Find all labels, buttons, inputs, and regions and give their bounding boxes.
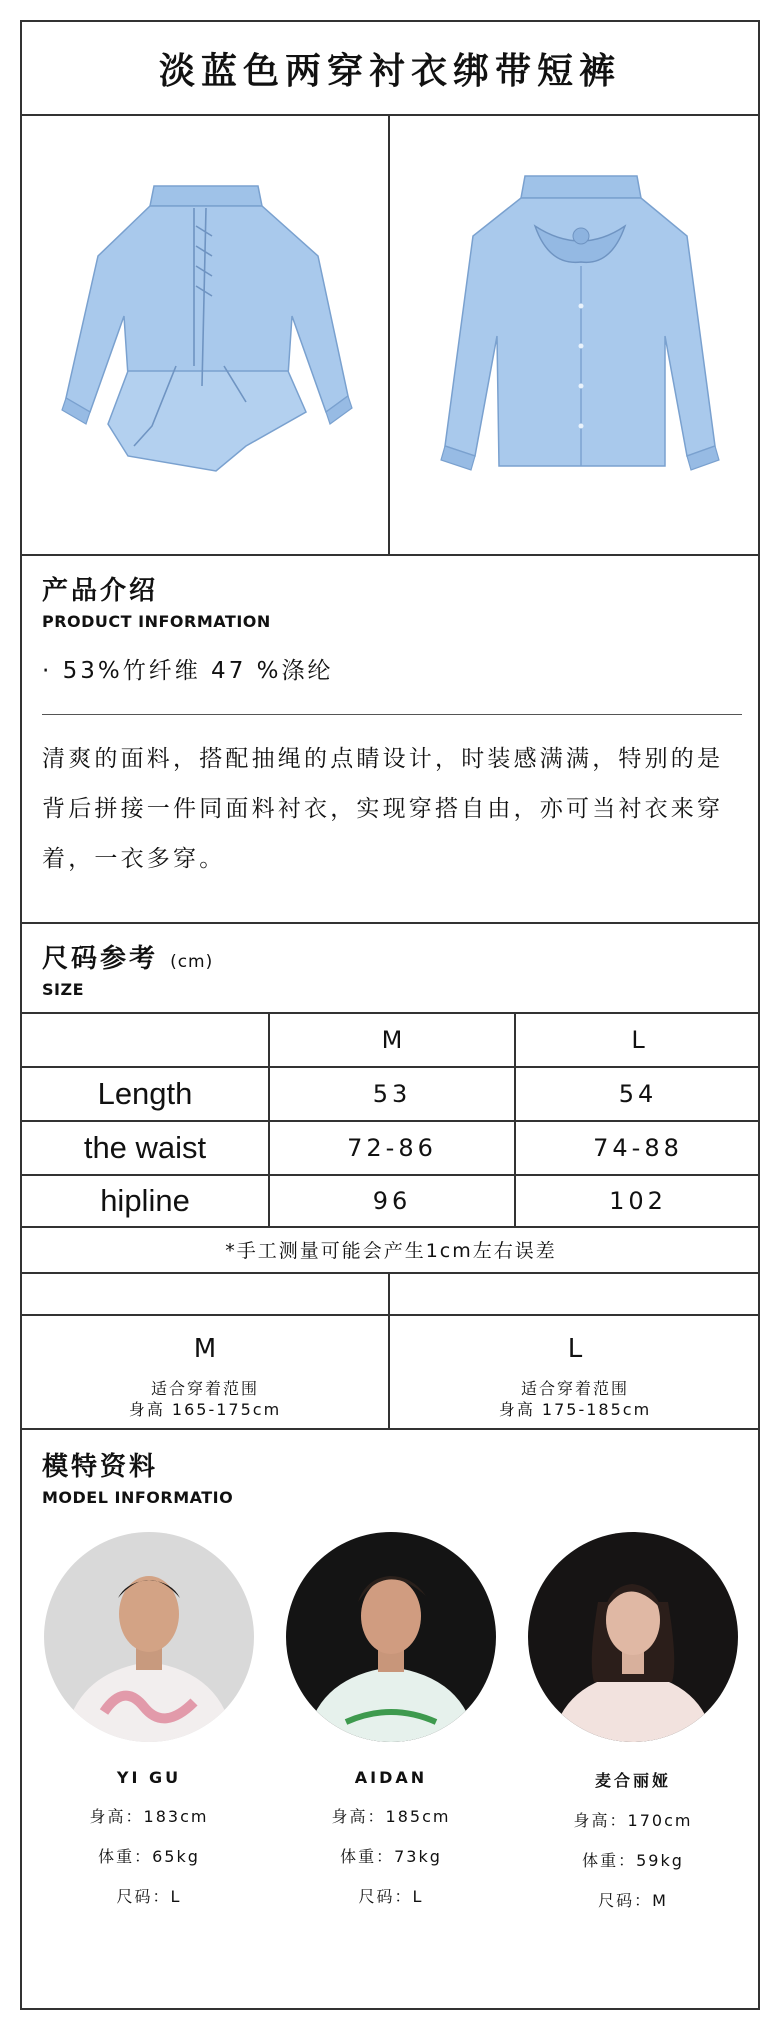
product-info-heading: 产品介绍 (42, 576, 159, 606)
model-size: 尺码：L (358, 1887, 424, 1906)
model-info-heading: 模特资料 (42, 1452, 159, 1482)
model-name: YI GU (116, 1768, 182, 1787)
divider (22, 554, 758, 556)
model-height: 身高：183cm (89, 1807, 209, 1826)
model-card (276, 1532, 506, 1907)
size-cell: 72-86 (347, 1134, 437, 1162)
fit-range-l (390, 1334, 760, 1420)
fit-size-label: M (193, 1334, 217, 1364)
size-heading: 尺码参考 (cm) (42, 944, 214, 974)
divider (22, 1314, 758, 1316)
product-info-subheading: PRODUCT INFORMATION (42, 612, 271, 631)
size-cell: 102 (609, 1187, 667, 1215)
size-col-m: M (381, 1026, 403, 1054)
fit-height-range: 身高 175-185cm (498, 1400, 652, 1419)
shirt-shorts-front-image (56, 166, 356, 506)
size-subheading: SIZE (42, 980, 85, 999)
divider (22, 1428, 758, 1430)
model-name: 麦合丽娅 (594, 1771, 671, 1790)
size-cell: 96 (372, 1187, 412, 1215)
shirt-shorts-back-image (425, 166, 725, 506)
material-composition: · 53%竹纤维 47 %涤纶 (42, 658, 334, 684)
model-weight: 体重：73kg (340, 1847, 442, 1866)
model-photo (528, 1532, 738, 1742)
product-photo-back (390, 116, 760, 556)
size-row-label: Length (97, 1076, 193, 1111)
divider (22, 1272, 758, 1274)
product-description: 清爽的面料，搭配抽绳的点睛设计，时装感满满，特别的是背后拼接一件同面料衬衣，实现穿搭自由，亦可当衬衣来穿着，一衣多穿。 (42, 746, 724, 872)
size-unit: (cm) (170, 952, 214, 972)
model-size: 尺码：M (598, 1891, 668, 1910)
fit-range-label: 适合穿着范围 (520, 1379, 629, 1398)
product-photo-front (22, 116, 390, 556)
size-col-l: L (631, 1026, 645, 1054)
size-row-label: the waist (83, 1130, 207, 1165)
size-cell: 74-88 (593, 1134, 683, 1162)
model-height: 身高：170cm (573, 1811, 693, 1830)
model-weight: 体重：65kg (98, 1847, 200, 1866)
model-size: 尺码：L (116, 1887, 182, 1906)
divider (42, 714, 742, 715)
size-row-label: hipline (100, 1183, 190, 1218)
model-photo (286, 1532, 496, 1742)
fit-range-label: 适合穿着范围 (150, 1379, 259, 1398)
model-height: 身高：185cm (331, 1807, 451, 1826)
model-card (518, 1532, 748, 1911)
model-card (34, 1532, 264, 1907)
size-cell: 54 (618, 1080, 658, 1108)
fit-range-m (22, 1334, 388, 1420)
model-weight: 体重：59kg (582, 1851, 684, 1870)
model-info-subheading: MODEL INFORMATIO (42, 1488, 234, 1507)
product-sheet (20, 20, 760, 2010)
measurement-note: *手工测量可能会产生1cm左右误差 (225, 1239, 557, 1262)
page-title: 淡蓝色两穿衬衣绑带短裤 (158, 50, 621, 92)
fit-size-label: L (567, 1334, 583, 1364)
size-cell: 53 (372, 1080, 412, 1108)
fit-height-range: 身高 165-175cm (128, 1400, 282, 1419)
model-name: AIDAN (354, 1768, 428, 1787)
model-photo (44, 1532, 254, 1742)
divider (22, 922, 758, 924)
